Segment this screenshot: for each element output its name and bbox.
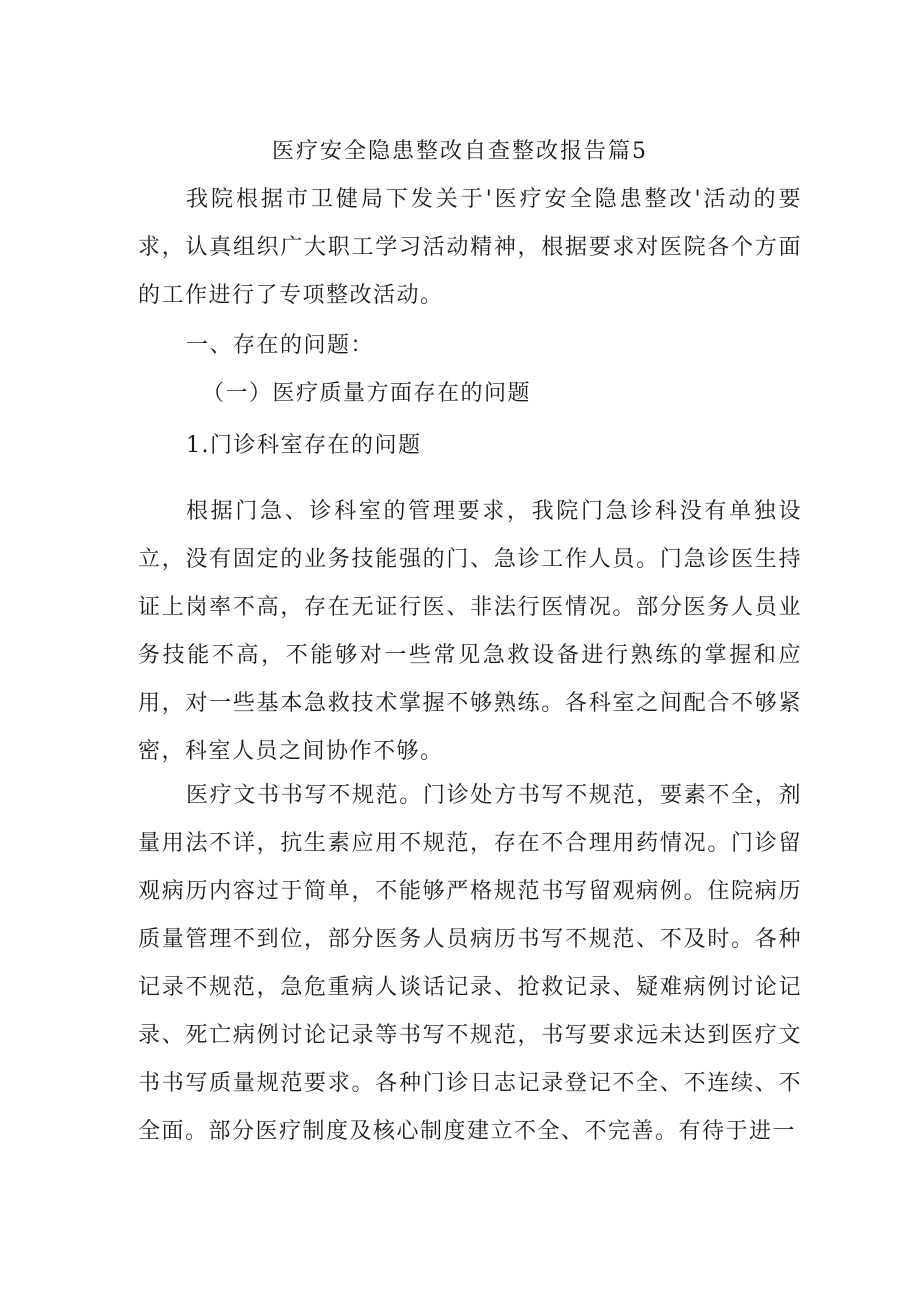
document-title: 医疗安全隐患整改自查整改报告篇5 xyxy=(272,139,648,164)
body-paragraph-2: 医疗文书书写不规范。门诊处方书写不规范，要素不全，剂量用法不详，抗生素应用不规范，存在不合理用药情况。门诊留观病历内容过于简单，不能够严格规范书写留观病例。住院病历质量管理不到位，部分医务人员病历书写不规范、不及时。各种记录不规范，急危重病人谈话记录、抢救记录、疑难病例讨论记录、死亡病例讨论记录等书写不规范，书写要求远未达到医疗文书书写质量规范要求。各种门诊日志记录登记不全、不连续、不全面。部分医疗制度及核心制度建立不全、不完善。有待于进一 xyxy=(138,783,802,1144)
item-heading: 1.门诊科室存在的问题 xyxy=(186,433,422,458)
intro-paragraph: 我院根据市卫健局下发关于'医疗安全隐患整改'活动的要求，认真组织广大职工学习活动精神，根据要求对医院各个方面的工作进行了专项整改活动。 xyxy=(138,187,802,308)
subsection-heading: （一）医疗质量方面存在的问题 xyxy=(202,381,532,406)
section-heading: 一、存在的问题： xyxy=(186,333,375,358)
body-paragraph-1: 根据门急、诊科室的管理要求，我院门急诊科没有单独设立，没有固定的业务技能强的门、急诊工作人员。门急诊医生持证上岗率不高，存在无证行医、非法行医情况。部分医务人员业务技能不高，不能够对一些常见急救设备进行熟练的掌握和应用，对一些基本急救技术掌握不够熟练。各科室之间配合不够紧密，科室人员之间协作不够。 xyxy=(138,499,802,764)
